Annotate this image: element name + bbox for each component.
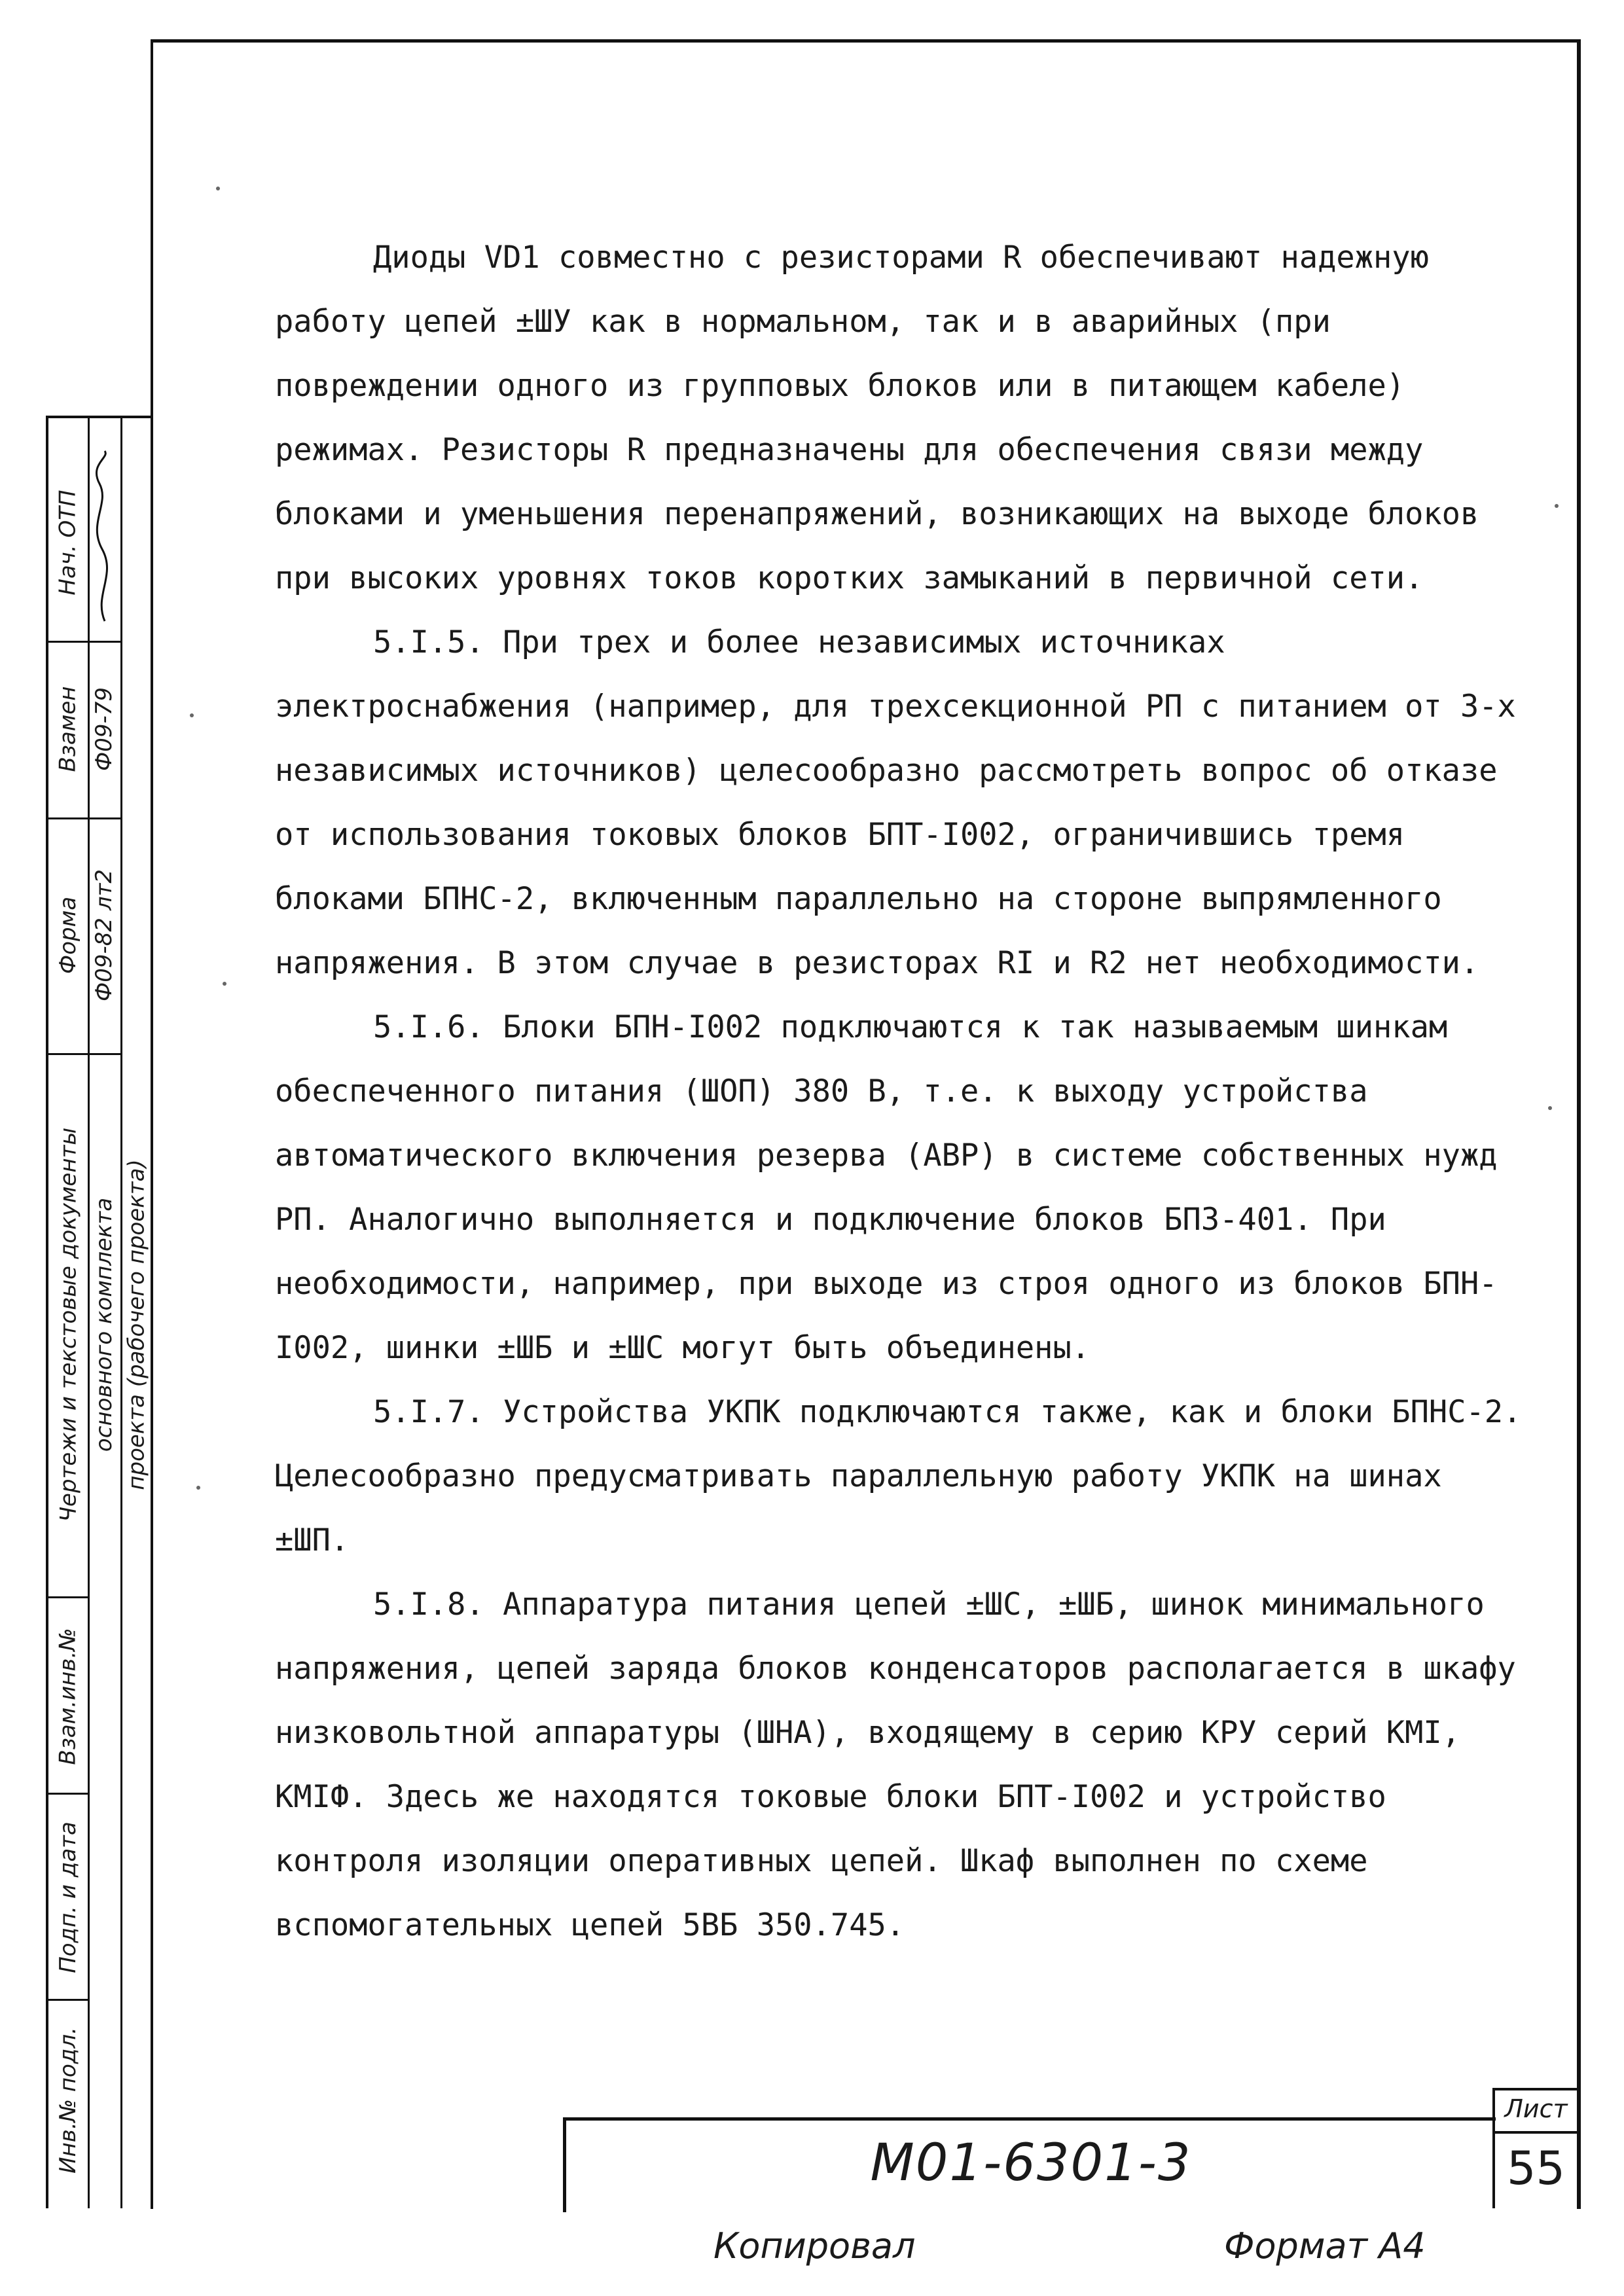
side-stamp: [46, 416, 153, 2208]
format-label: Формат А4: [1224, 2225, 1426, 2267]
sheet-number-box: [1492, 2088, 1577, 2208]
replace-code: Ф09-79: [91, 687, 118, 772]
paragraph-5-1-7: 5.I.7. Устройства УКПК подключаются также, как и блоки БПНС-2. Целесообразно предусматривать параллельную работу УКПК на шинах ±ШП.: [275, 1394, 1522, 1558]
replace-inv-label: Взам.инв.№: [55, 1627, 82, 1765]
main-set-label: основного комплекта: [91, 1197, 117, 1452]
drawings-docs-label: Чертежи и текстовые документы: [55, 1127, 81, 1522]
copied-by-label: Копировал: [713, 2225, 916, 2267]
sheet-label: Лист: [1495, 2094, 1577, 2134]
form-label: Форма: [55, 896, 82, 975]
paragraph-5-1-6: 5.I.6. Блоки БПН-I002 подключаются к так называемым шинкам обеспеченного питания (ШОП) 380 В, т.е. к выходу устройства автоматического включения резерва (АВР) в системе собственных нужд РП. Аналогично выполняется и подключение блоков БПЗ-401. При необходимости, например, при выходе из строя одного из блоков БПН-I002, шинки ±ШБ и ±ШС могут быть объединены.: [275, 1009, 1498, 1366]
replace-label: Взамен: [55, 686, 82, 772]
signature-mark: [90, 444, 119, 628]
inv-number-label: Инв.№ подл.: [55, 2027, 82, 2174]
scan-speck: [216, 187, 220, 190]
paragraph-5-1-8: 5.I.8. Аппаратура питания цепей ±ШС, ±ШБ, шинок минимального напряжения, цепей заряда блоков конденсаторов располагается в шкафу низковольтной аппаратуры (ШНА), входящему в серию КРУ серий КМI, КМIФ. Здесь же находятся токовые блоки БПТ-I002 и устройство контроля изоляции оперативных цепей. Шкаф выполнен по схеме вспомогательных цепей 5ВБ 350.745.: [275, 1587, 1516, 1943]
side-stamp-column-3: [120, 418, 153, 2208]
document-body: [275, 226, 1525, 1958]
scan-speck: [196, 1486, 200, 1490]
scan-speck: [223, 982, 226, 986]
form-code: Ф09-82 лт2: [91, 869, 118, 1002]
scan-speck: [1555, 504, 1559, 508]
sign-date-label: Подп. и дата: [55, 1821, 82, 1973]
side-stamp-column-2: [88, 418, 122, 2208]
document-code: М01-6301-3: [870, 2134, 1192, 2193]
paragraph-5-1-5: 5.I.5. При трех и более независимых источниках электроснабжения (например, для трехсекционной РП с питанием от 3-х независимых источников) целесообразно рассмотреть вопрос об отказе от использования токовых блоков БПТ-I002, ограничившись тремя блоками БПНС-2, включенным параллельно на стороне выпрямленного напряжения. В этом случае в резисторах RI и R2 нет необходимости.: [275, 624, 1516, 981]
project-label: проекта (рабочего проекта): [124, 1159, 151, 1490]
title-block: [563, 2117, 1496, 2212]
scan-speck: [1548, 1106, 1552, 1110]
sheet-number: 55: [1506, 2142, 1566, 2195]
side-stamp-column-1: [48, 418, 90, 2208]
paragraph-diodes: Диоды VD1 совместно с резисторами R обеспечивают надежную работу цепей ±ШУ как в нормальном, так и в аварийных (при повреждении одного из групповых блоков или в питающем кабеле) режимах. Резисторы R предназначены для обеспечения связи между блоками и уменьшения перенапряжений, возникающих на выходе блоков при высоких уровнях токов коротких замыканий в первичной сети.: [275, 240, 1479, 596]
head-otp-label: Нач. ОТП: [55, 490, 82, 596]
scan-speck: [190, 713, 194, 717]
